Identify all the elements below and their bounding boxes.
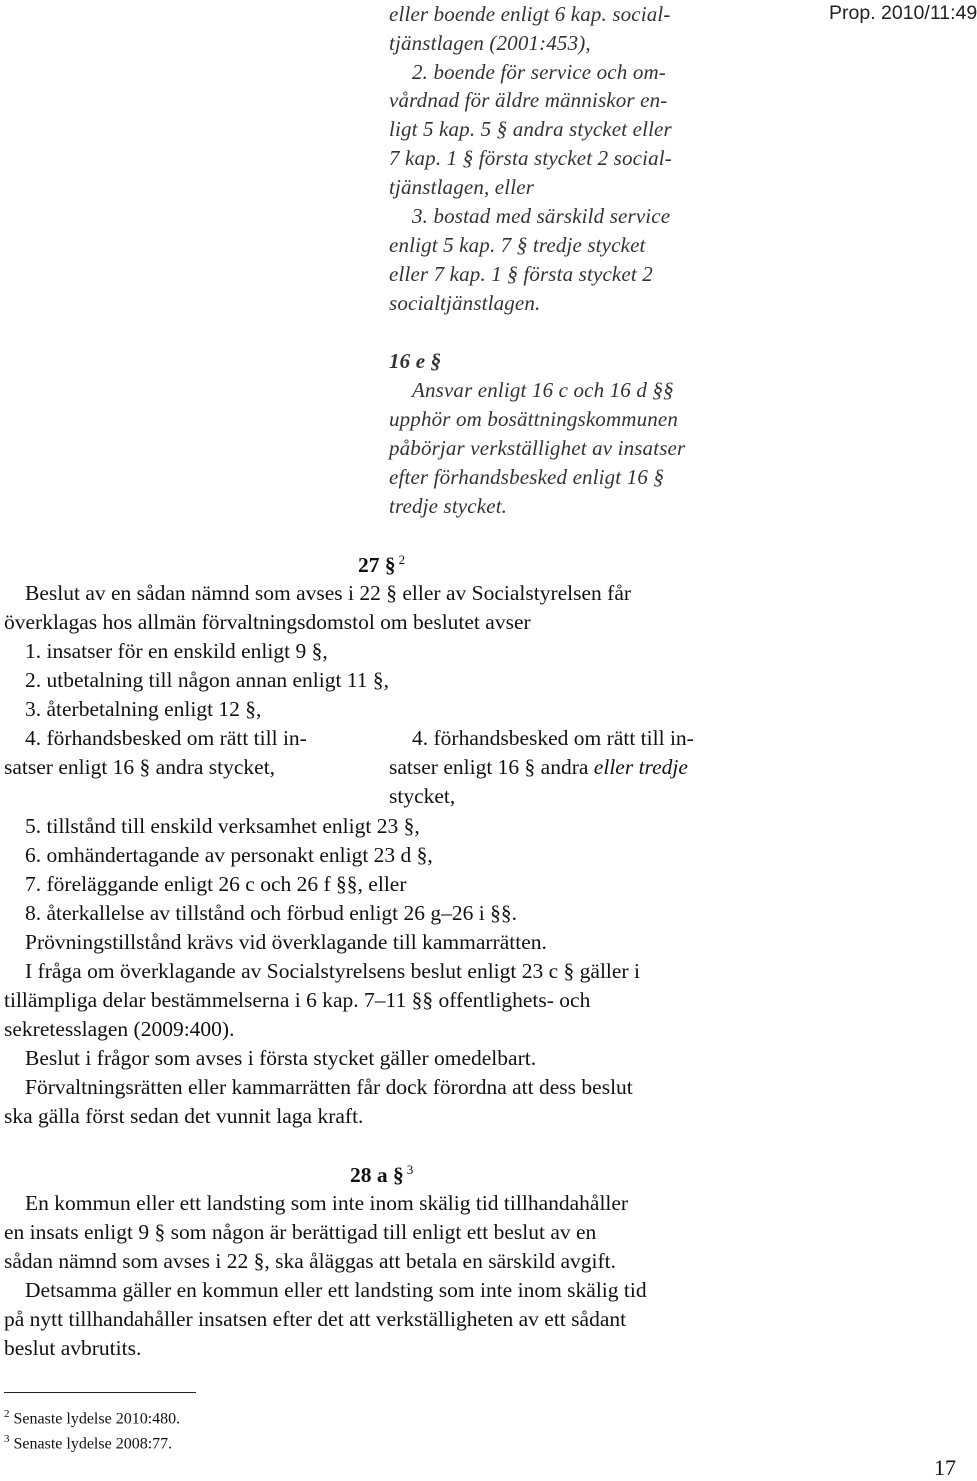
footnote-separator bbox=[4, 1392, 196, 1393]
new-item-4-line: 4. förhandsbesked om rätt till in- bbox=[412, 726, 694, 750]
section-heading-16e: 16 e § bbox=[389, 349, 442, 373]
text-line: 5. tillstånd till enskild verksamhet enligt 23 §, bbox=[25, 814, 420, 838]
text-line: socialtjänstlagen. bbox=[389, 291, 541, 315]
old-item-4-line: satser enligt 16 § andra stycket, bbox=[4, 755, 276, 779]
text-line: tillämpliga delar bestämmelserna i 6 kap. 7–11 §§ offentlighets- och bbox=[4, 988, 591, 1012]
text-line: tjänstlagen, eller bbox=[389, 175, 535, 199]
text-line: överklagas hos allmän förvaltningsdomstol om beslutet avser bbox=[4, 610, 531, 634]
text-line: 7. föreläggande enligt 26 c och 26 f §§, eller bbox=[25, 872, 407, 896]
text-line: 2. utbetalning till någon annan enligt 11 §, bbox=[25, 668, 390, 692]
text-line: 7 kap. 1 § första stycket 2 social- bbox=[389, 146, 672, 170]
text-line: 2. boende för service och om- bbox=[412, 60, 666, 84]
text-line: tjänstlagen (2001:453), bbox=[389, 31, 591, 55]
text-line: Prövningstillstånd krävs vid överklagande till kammarrätten. bbox=[25, 930, 547, 954]
text-line: 3. återbetalning enligt 12 §, bbox=[25, 697, 262, 721]
text-line: I fråga om överklagande av Socialstyrelsens beslut enligt 23 c § gäller i bbox=[25, 959, 640, 983]
text-line: vårdnad för äldre människor en- bbox=[389, 88, 668, 112]
text-line: upphör om bosättningskommunen bbox=[389, 407, 679, 431]
text-line: 1. insatser för en enskild enligt 9 §, bbox=[25, 639, 328, 663]
proposition-reference: Prop. 2010/11:49 bbox=[829, 2, 977, 24]
text-line: 6. omhändertagande av personakt enligt 23 d §, bbox=[25, 843, 433, 867]
text-line: på nytt tillhandahåller insatsen efter det att verkställigheten av ett sådant bbox=[4, 1307, 627, 1331]
footnote: $^3$ Senaste lydelse 2008:77. bbox=[4, 1433, 173, 1453]
text-line: Förvaltningsrätten eller kammarrätten får dock förordna att dess beslut bbox=[25, 1075, 633, 1099]
text-line: enligt 5 kap. 7 § tredje stycket bbox=[389, 233, 646, 257]
text-line: 3. bostad med särskild service bbox=[412, 204, 671, 228]
section-heading-28a bbox=[350, 1162, 413, 1188]
text-line: eller 7 kap. 1 § första stycket 2 bbox=[389, 262, 653, 286]
text-line: en insats enligt 9 § som någon är berättigad till enligt ett beslut av en bbox=[4, 1220, 597, 1244]
text-line: sådan nämnd som avses i 22 §, ska åläggas att betala en särskild avgift. bbox=[4, 1249, 616, 1273]
new-item-4-line: satser enligt 16 § andra eller tredje bbox=[389, 755, 688, 779]
new-item-4-line: stycket, bbox=[389, 784, 456, 808]
text-line: ska gälla först sedan det vunnit laga kraft. bbox=[4, 1104, 364, 1128]
text-line: ligt 5 kap. 5 § andra stycket eller bbox=[389, 117, 672, 141]
text-line: Beslut av en sådan nämnd som avses i 22 § eller av Socialstyrelsen får bbox=[25, 581, 632, 605]
text-line: En kommun eller ett landsting som inte inom skälig tid tillhandahåller bbox=[25, 1191, 629, 1215]
text-line: påbörjar verkställighet av insatser bbox=[389, 436, 686, 460]
text-line: efter förhandsbesked enligt 16 § bbox=[389, 465, 665, 489]
text-line: 8. återkallelse av tillstånd och förbud enligt 26 g–26 i §§. bbox=[25, 901, 518, 925]
text-line: Detsamma gäller en kommun eller ett landsting som inte inom skälig tid bbox=[25, 1278, 647, 1302]
old-item-4-line: 4. förhandsbesked om rätt till in- bbox=[25, 726, 307, 750]
text-line: sekretesslagen (2009:400). bbox=[4, 1017, 235, 1041]
footnote: $^2$ Senaste lydelse 2010:480. bbox=[4, 1408, 181, 1428]
footnote-ref: 2 bbox=[398, 552, 406, 567]
text-line: Beslut i frågor som avses i första stycket gäller omedelbart. bbox=[25, 1046, 537, 1070]
text-line: tredje stycket. bbox=[389, 494, 508, 518]
footnote-ref: 3 bbox=[406, 1162, 414, 1177]
text-line: beslut avbrutits. bbox=[4, 1336, 142, 1360]
page-number: 17 bbox=[934, 1455, 956, 1480]
heading-text: 28 a § bbox=[350, 1163, 404, 1188]
section-heading-27 bbox=[358, 552, 405, 578]
text-line: eller boende enligt 6 kap. social- bbox=[389, 2, 671, 26]
text-line: Ansvar enligt 16 c och 16 d §§ bbox=[412, 378, 674, 402]
heading-text: 27 § bbox=[358, 553, 396, 578]
